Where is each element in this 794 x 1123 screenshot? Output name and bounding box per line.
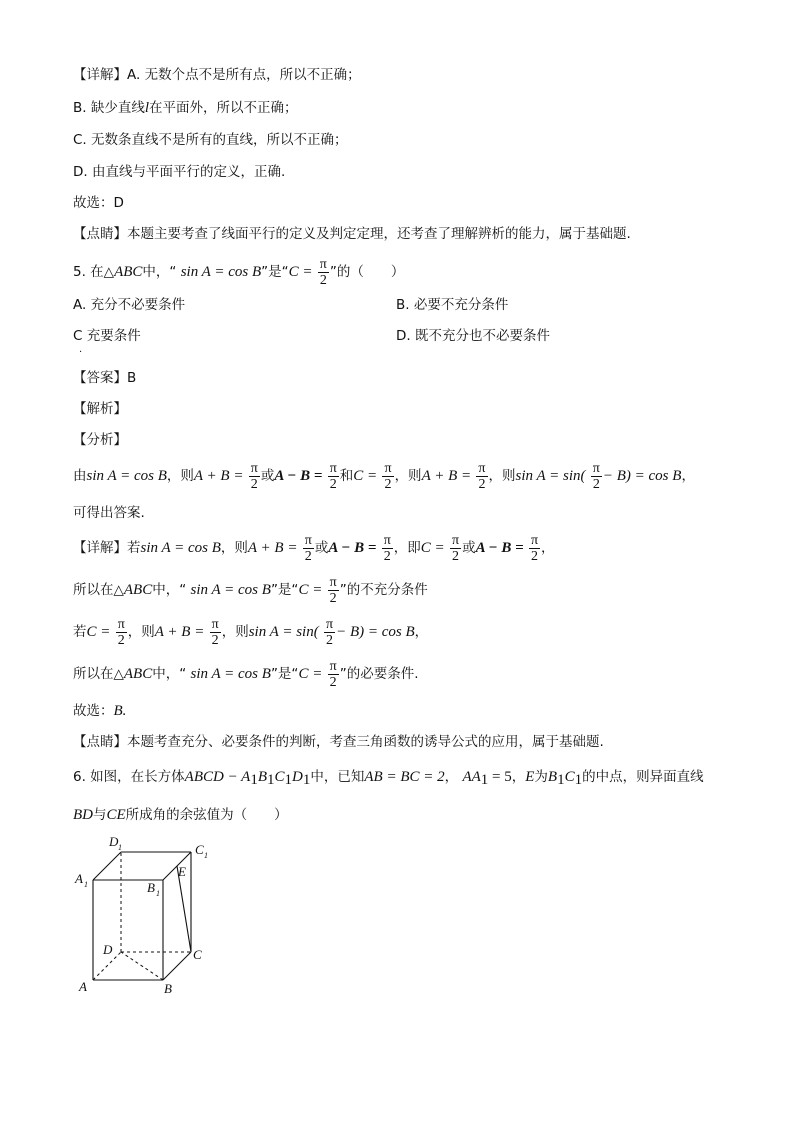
explain-line-b: B. 缺少直线l在平面外，所以不正确； [73, 100, 298, 116]
analysis-next: 可得出答案. [73, 505, 145, 521]
q6-stem-line2: BD与CE所成角的余弦值为（ ） [73, 807, 288, 823]
choose-line: 故选：D [73, 195, 124, 211]
detail-line-2: 所以在△ABC中，“ sin A = cos B”是“C = $\frac{\pi}{2}$ ”的不充分条件 [73, 574, 428, 606]
detail-line-1: 【详解】若sin A = cos B，则A + B = $\frac{\pi}{2}$ 或A − B = $\frac{\pi}{2}$ ，即C = $\frac{\pi}{2}$ 或A − B = $\frac{\pi}{2}$ ， [73, 532, 555, 564]
label-c1-sub: 1 [204, 851, 208, 860]
label-a1: A [75, 871, 83, 886]
explain-line-a: 【详解】A. 无数个点不是所有点，所以不正确； [73, 67, 361, 83]
q5-option-b: B. 必要不充分条件 [396, 297, 509, 313]
label-d1-sub: 1 [118, 843, 122, 852]
label-b1-sub: 1 [156, 889, 160, 898]
label-b1: B [147, 880, 155, 895]
edge-a1-d1 [93, 852, 121, 880]
detail-choose: 故选：B. [73, 703, 127, 719]
explain-line-d: D. 由直线与平面平行的定义，正确. [73, 164, 286, 180]
detail-line-4: 所以在△ABC中，“ sin A = cos B”是“C = $\frac{\pi}{2}$ ”的必要条件. [73, 658, 419, 690]
analysis-line: 由sin A = cos B，则A + B = $\frac{\pi}{2}$ 或A − B = $\frac{\pi}{2}$ 和C = $\frac{\pi}{2}$ ，则A + B = $\frac{\pi}{2}$ ，则sin A = sin( $\frac{\pi}{2}$ − B) = cos B， [73, 460, 695, 492]
answer-line: 【答案】B [73, 370, 137, 386]
hidden-diag-b-d [121, 952, 163, 980]
label-d1: D [109, 834, 119, 849]
cuboid-figure [66, 830, 226, 1000]
q6-stem-line1: 6. 如图，在长方体ABCD − $A_1B_1C_1D_1$中，已知AB = BC = 2， $AA_1 = 5$，E为$B_1C_1$的中点，则异面直线 [73, 769, 704, 788]
fenxi-line: 【分析】 [73, 432, 127, 448]
q5-option-d: D. 既不充分也不必要条件 [396, 328, 550, 344]
q5-stem: 5. 在△ABC中，“ sin A = cos B”是“C = $\frac{\pi}{2}$ ”的（ ） [73, 256, 405, 288]
stray-dot: . [79, 344, 83, 355]
label-c: C [193, 947, 202, 962]
detail-line-3: 若C = $\frac{\pi}{2}$ ，则A + B = $\frac{\pi}{2}$ ，则sin A = sin( $\frac{\pi}{2}$ − B) = cos B， [73, 616, 429, 648]
comment-line: 【点睛】本题主要考查了线面平行的定义及判定定理，还考查了理解辨析的能力，属于基础题. [73, 226, 631, 242]
q5-option-c: C 充要条件 [73, 328, 141, 344]
jiexi-line: 【解析】 [73, 401, 127, 417]
detail-comment: 【点睛】本题考查充分、必要条件的判断，考查三角函数的诱导公式的应用，属于基础题. [73, 734, 604, 750]
edge-b-c [163, 952, 191, 980]
label-b: B [164, 981, 172, 996]
label-d: D [103, 942, 113, 957]
q5-option-a: A. 充分不必要条件 [73, 297, 186, 313]
label-c1: C [195, 842, 204, 857]
label-e: E [178, 864, 186, 879]
explain-line-c: C. 无数条直线不是所有的直线，所以不正确； [73, 132, 348, 148]
label-a1-sub: 1 [84, 880, 88, 889]
label-a: A [79, 979, 87, 994]
